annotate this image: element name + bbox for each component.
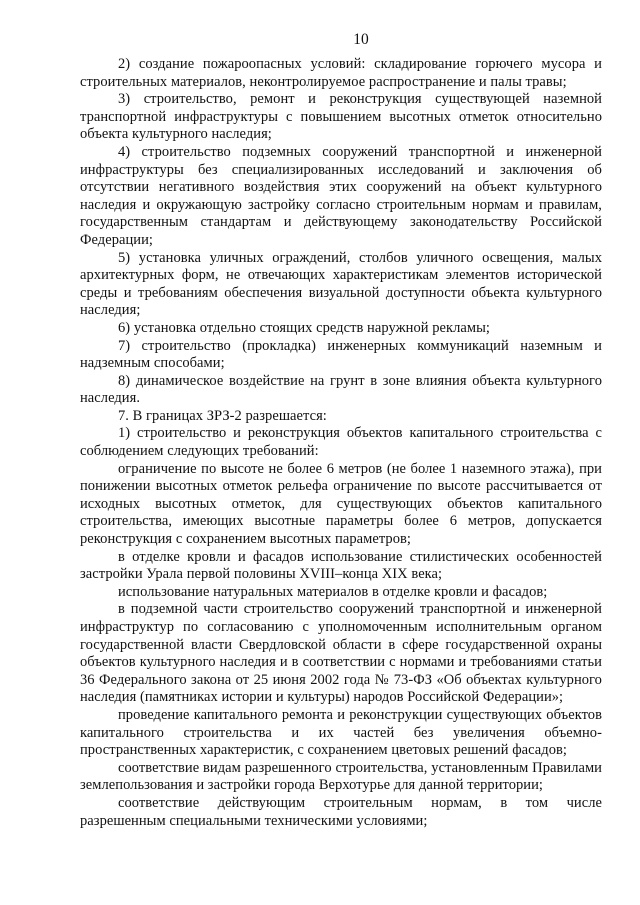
paragraph: 3) строительство, ремонт и реконструкция существующей наземной транспортной инфраструктуры с повышением высотных отметок относительно объекта культурного наследия; (80, 91, 602, 143)
paragraph: 2) создание пожароопасных условий: складирование горючего мусора и строительных материалов, неконтролируемое распространение и палы травы; (80, 56, 602, 90)
paragraph: проведение капитального ремонта и реконструкции существующих объектов капитального строительства и их частей без увеличения объемно-пространственных характеристик, с сохранением цветовых решений фасадов; (80, 706, 602, 759)
paragraph: ограничение по высоте не более 6 метров (не более 1 наземного этажа), при понижении высотных отметок рельефа ограничение по высоте рассчитывается от исходных высотных отметок, для существующих объектов капитального строительства, имеющих высотные параметры более 6 метров, допускается реконструкция с сохранением высотных параметров; (80, 460, 602, 548)
paragraph: соответствие видам разрешенного строительства, установленным Правилами землепользования и застройки города Верхотурье для данной территории; (80, 759, 602, 794)
paragraph: 4) строительство подземных сооружений транспортной и инженерной инфраструктуры без специализированных исследований и заключения об отсутствии негативного воздействия этих сооружений на объект культурного наследия и окружающую застройку согласно строительным нормам и правилам, государственным стандартам и действующему законодательству Российской Федерации; (80, 143, 602, 248)
paragraph: в подземной части строительство сооружений транспортной и инженерной инфраструктур по согласованию с уполномоченным исполнительным органом государственной власти Свердловской области в сфере государственной охраны объектов культурного наследия и в соответствии с нормами и требованиями статьи 36 Федерального закона от 25 июня 2002 года № 73-ФЗ «Об объектах культурного наследия (памятниках истории и культуры) народов Российской Федерации»; (80, 601, 602, 706)
paragraph: 7) строительство (прокладка) инженерных коммуникаций наземным и надземным способами; (80, 337, 602, 372)
paragraph: 8) динамическое воздействие на грунт в зоне влияния объекта культурного наследия. (80, 372, 602, 407)
paragraph: 6) установка отдельно стоящих средств наружной рекламы; (118, 319, 490, 336)
paragraph: 1) строительство и реконструкция объектов капитального строительства с соблюдением следующих требований: (80, 425, 602, 460)
paragraph: 5) установка уличных ограждений, столбов уличного освещения, малых архитектурных форм, не отвечающих характеристикам элементов исторической среды и требованиям обеспечения визуальной доступности объекта культурного наследия; (80, 249, 602, 319)
paragraph: соответствие действующим строительным нормам, в том числе разрешенным специальными техническими условиями; (80, 794, 602, 829)
document-body (80, 56, 602, 830)
paragraph: использование натуральных материалов в отделке кровли и фасадов; (118, 583, 548, 600)
page-number: 10 (353, 31, 369, 48)
paragraph: в отделке кровли и фасадов использование стилистических особенностей застройки Урала первой половины XVIII–конца XIX века; (80, 548, 602, 583)
section-heading: 7. В границах ЗРЗ-2 разрешается: (118, 407, 327, 424)
